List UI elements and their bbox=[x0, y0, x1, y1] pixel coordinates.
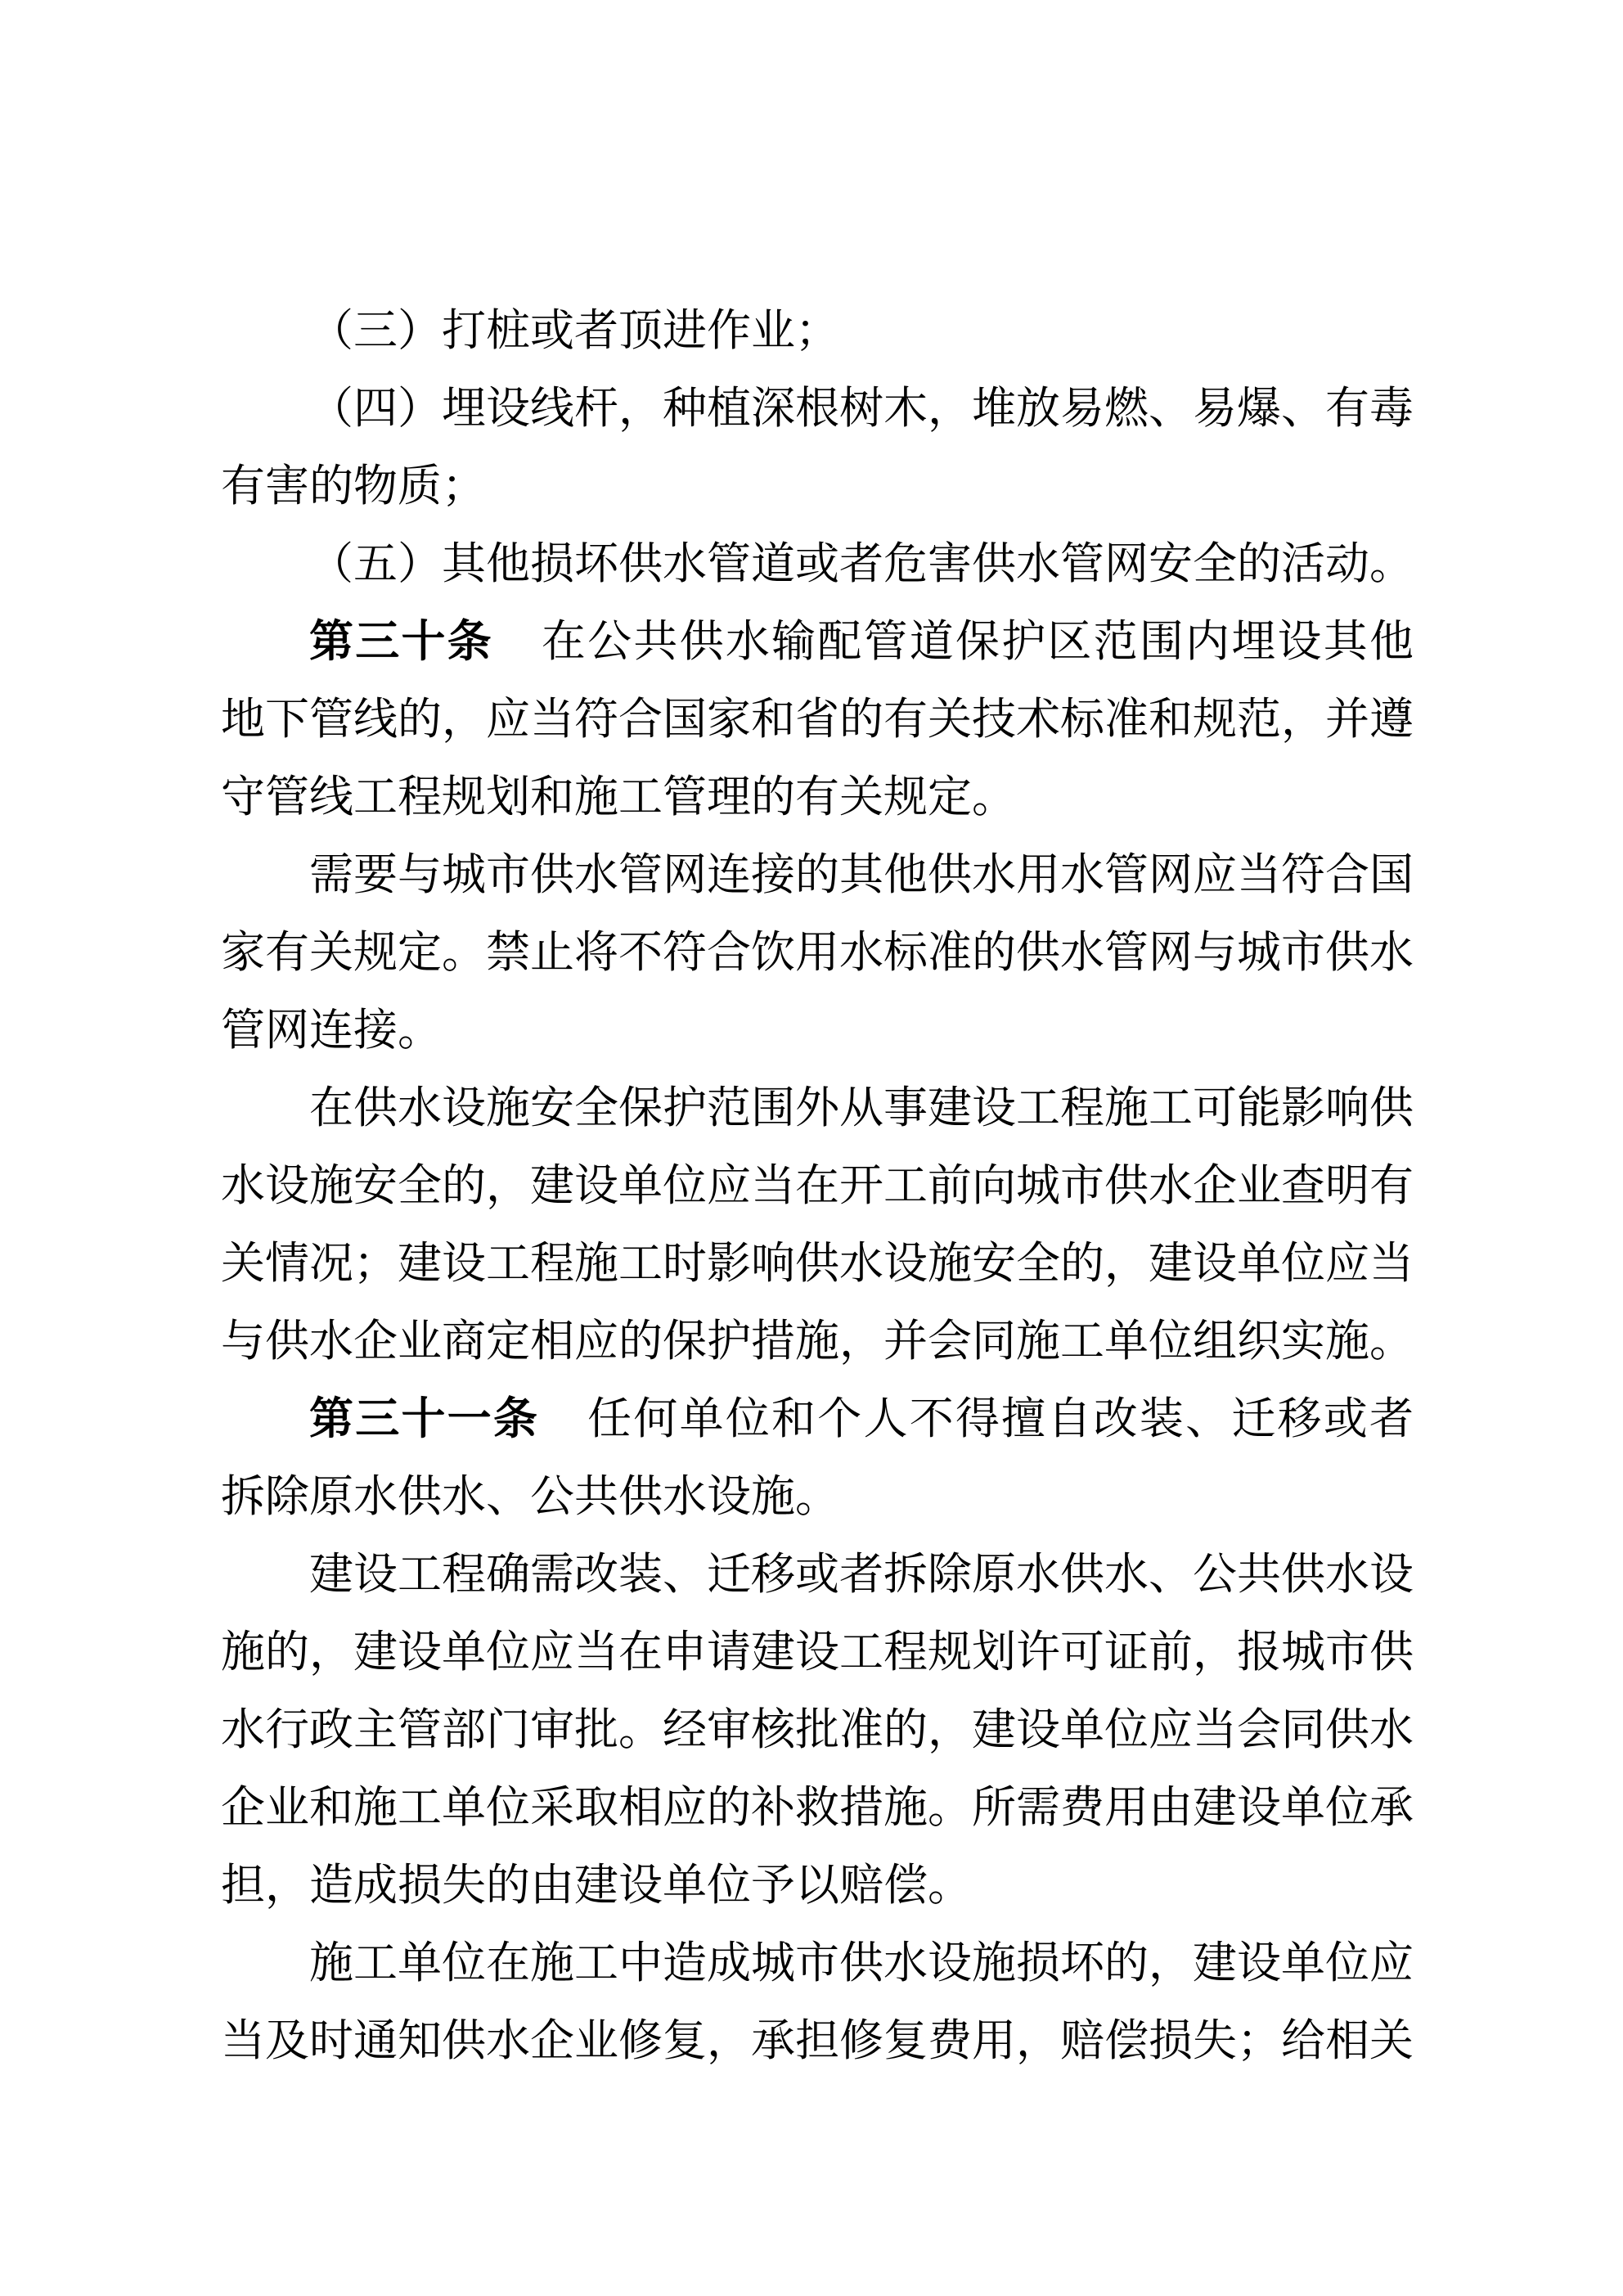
clause-item-5-text: （五）其他损坏供水管道或者危害供水管网安全的活动。 bbox=[309, 539, 1414, 588]
clause-item-3 bbox=[221, 292, 1414, 370]
clause-item-4-text: （四）埋设线杆，种植深根树木，堆放易燃、易爆、有毒有害的物质； bbox=[221, 384, 1414, 511]
document-body bbox=[221, 292, 1414, 2080]
article-30-paragraph-3 bbox=[221, 1069, 1414, 1380]
article-31-paragraph bbox=[221, 1380, 1414, 1536]
article-30-paragraph-2 bbox=[221, 836, 1414, 1069]
article-31-text: 任何单位和个人不得擅自改装、迁移或者拆除原水供水、公共供水设施。 bbox=[221, 1394, 1414, 1521]
clause-item-4 bbox=[221, 370, 1414, 525]
article-31-paragraph-3 bbox=[221, 1925, 1414, 2080]
article-30-text: 在公共供水输配管道保护区范围内埋设其他地下管线的，应当符合国家和省的有关技术标准和规范，并遵守管线工程规划和施工管理的有关规定。 bbox=[221, 617, 1414, 822]
article-30-paragraph bbox=[221, 603, 1414, 836]
clause-item-3-text: （三）打桩或者顶进作业； bbox=[309, 306, 839, 355]
article-30-paragraph-3-text: 在供水设施安全保护范围外从事建设工程施工可能影响供水设施安全的，建设单位应当在开工前向城市供水企业查明有关情况；建设工程施工时影响供水设施安全的，建设单位应当与供水企业商定相应的保护措施，并会同施工单位组织实施。 bbox=[221, 1083, 1414, 1366]
clause-item-5 bbox=[221, 525, 1414, 603]
article-31-paragraph-2-text: 建设工程确需改装、迁移或者拆除原水供水、公共供水设施的，建设单位应当在申请建设工程规划许可证前，报城市供水行政主管部门审批。经审核批准的，建设单位应当会同供水企业和施工单位采取相应的补救措施。所需费用由建设单位承担，造成损失的由建设单位予以赔偿。 bbox=[221, 1550, 1414, 1910]
article-31-number: 第三十一条 bbox=[309, 1394, 540, 1443]
article-31-paragraph-2 bbox=[221, 1536, 1414, 1925]
article-31-paragraph-3-text: 施工单位在施工中造成城市供水设施损坏的，建设单位应当及时通知供水企业修复，承担修复费用，赔偿损失；给相关 bbox=[221, 1938, 1414, 2065]
article-30-number: 第三十条 bbox=[309, 617, 493, 666]
article-30-paragraph-2-text: 需要与城市供水管网连接的其他供水用水管网应当符合国家有关规定。禁止将不符合饮用水标准的供水管网与城市供水管网连接。 bbox=[221, 850, 1414, 1055]
